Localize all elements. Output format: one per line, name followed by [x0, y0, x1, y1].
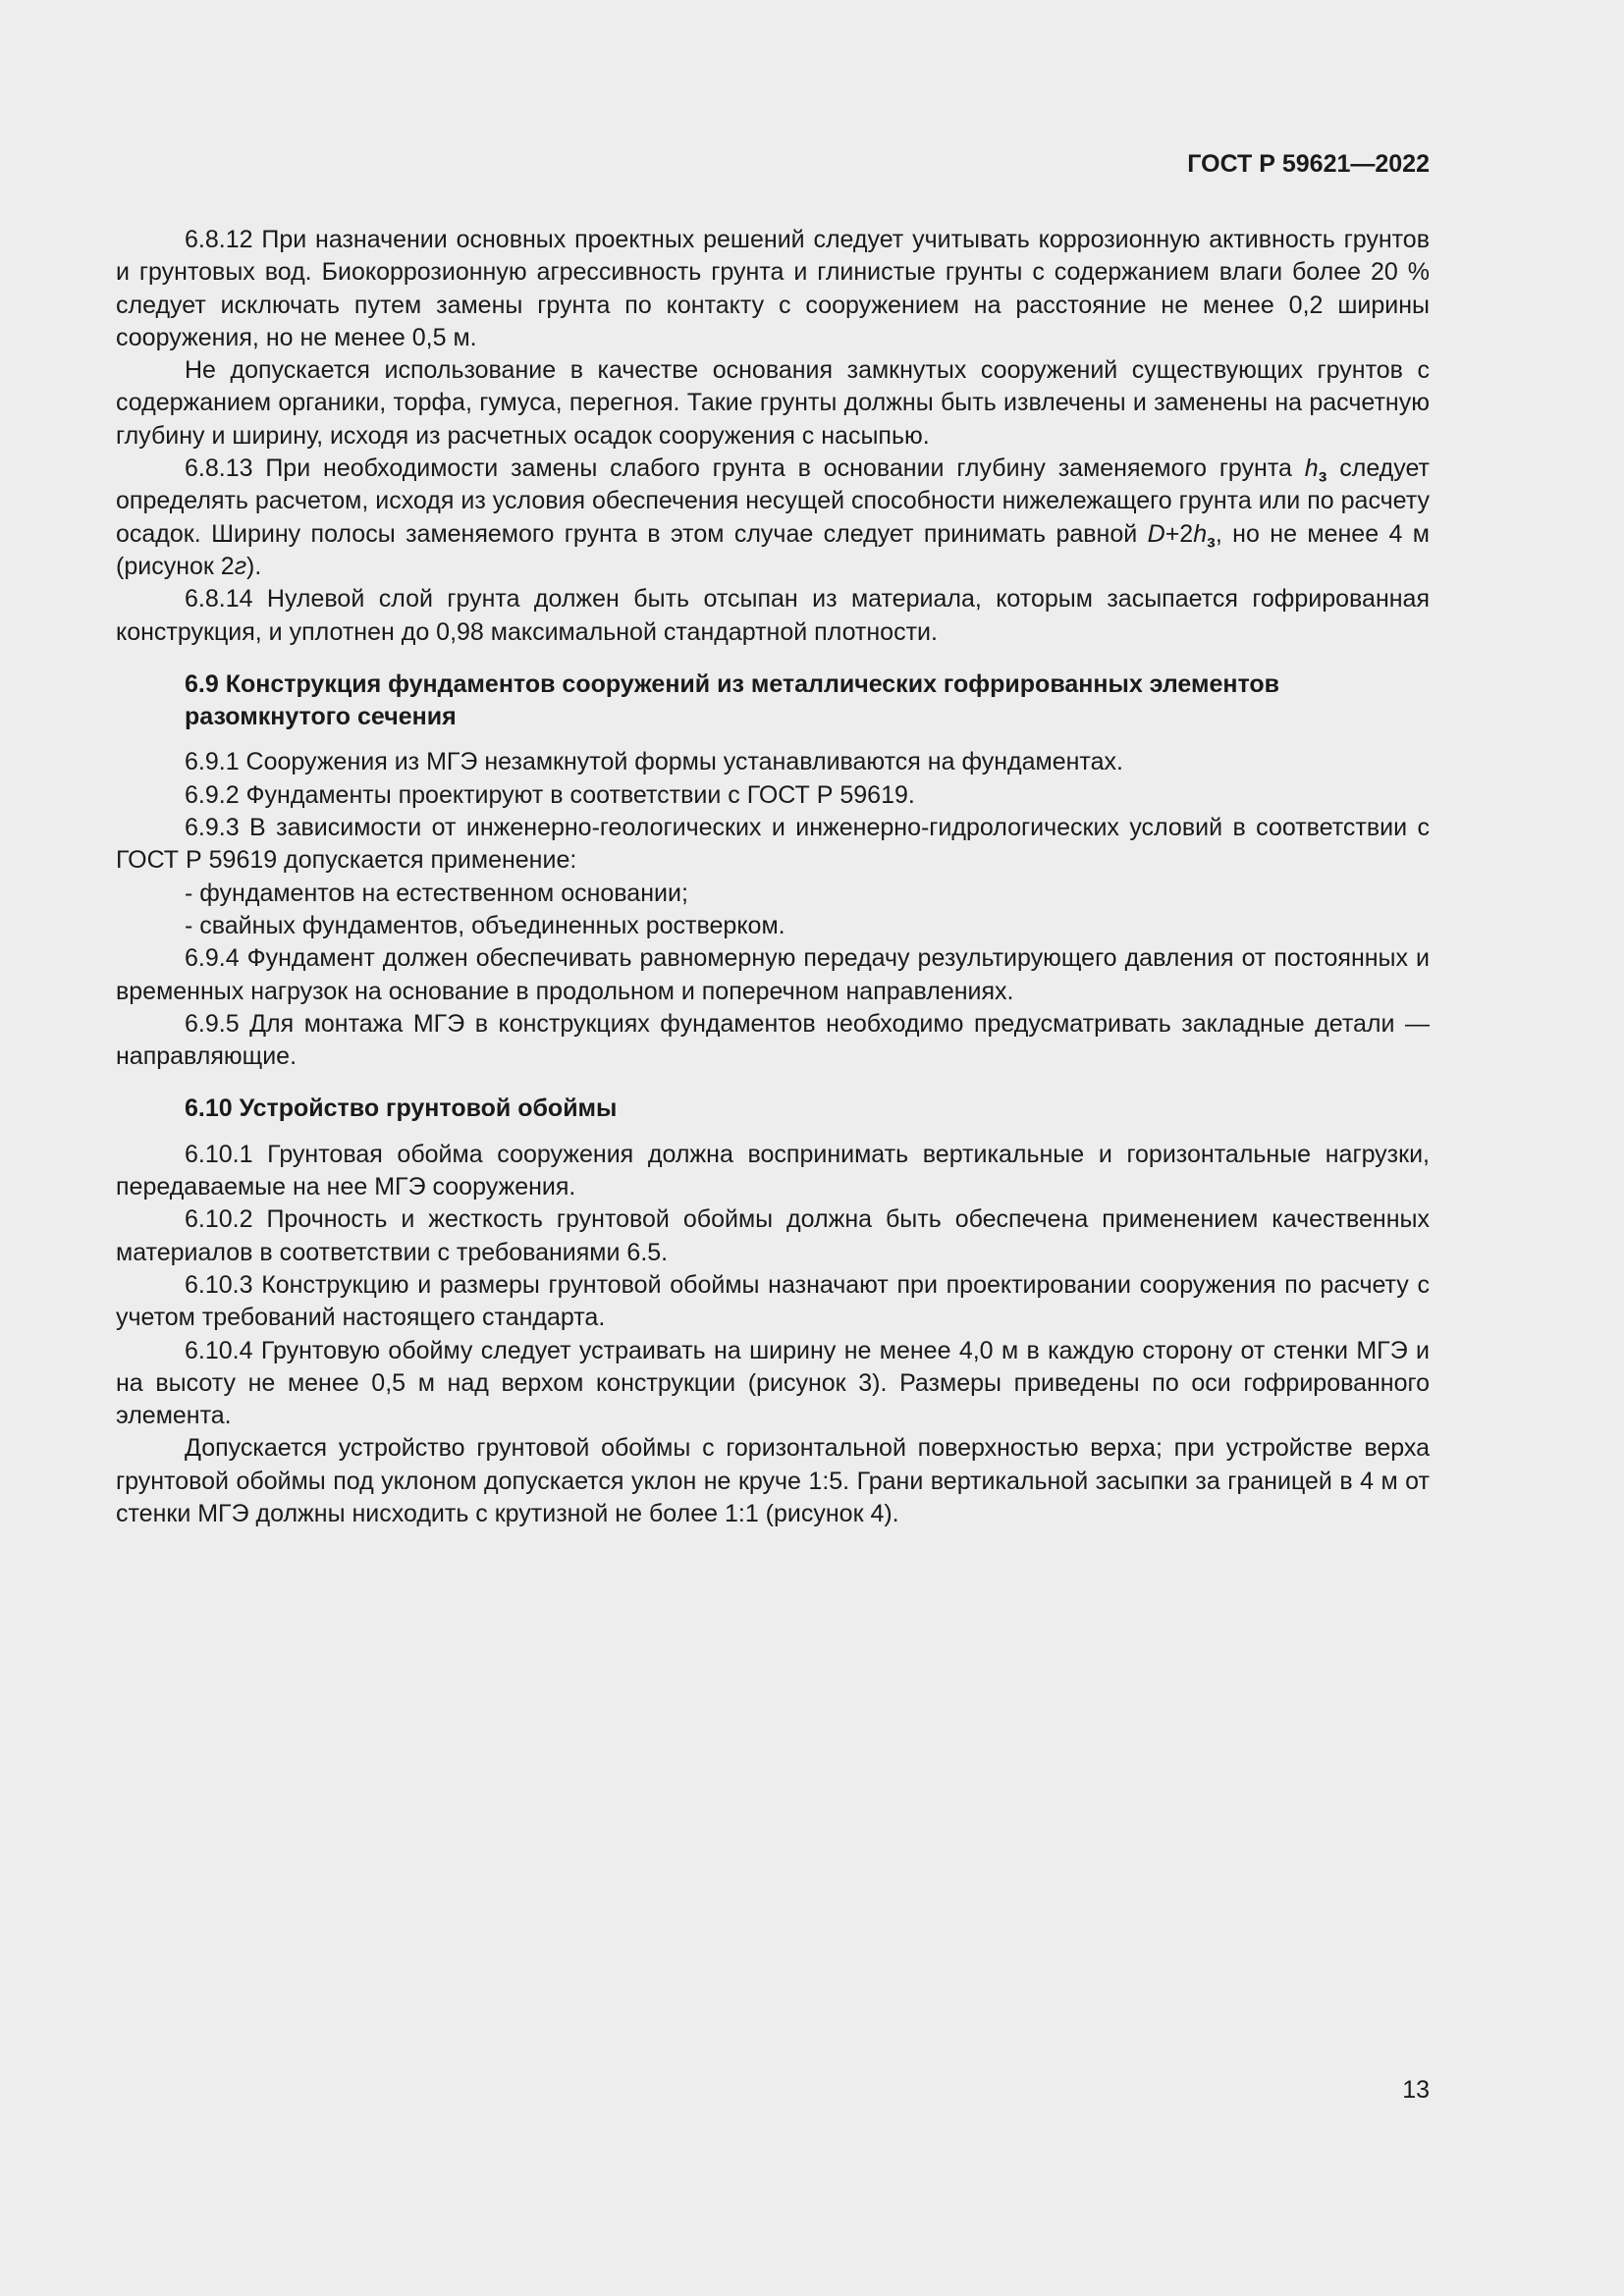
paragraph-6-8-13: 6.8.13 При необходимости замены слабого грунта в основании глубину заменяемого грунта $h_з$ следует определять расчетом, исходя из условия обеспечения несущей способности нижележащего грунта или по расчету осадок. Ширину полосы заменяемого грунта в этом случае следует принимать равной $D+2h_з$, но не менее 4 м (рисунок 2г).: [116, 454, 1430, 580]
page-number: 13: [1402, 2076, 1430, 2104]
paragraph-6-10-4: 6.10.4 Грунтовую обойму следует устраивать на ширину не менее 4,0 м в каждую сторону от стенки МГЭ и на высоту не менее 0,5 м над верхом конструкции (рисунок 3). Размеры приведены по оси гофрированного элемента.: [116, 1336, 1430, 1430]
section-6-8: [116, 224, 1430, 649]
paragraph-6-10-2: 6.10.2 Прочность и жесткость грунтовой обоймы должна быть обеспечена применением качественных материалов в соответствии с требованиями 6.5.: [116, 1205, 1430, 1266]
section-heading-6-10: 6.10 Устройство грунтовой обоймы: [185, 1095, 618, 1123]
symbol-h: h: [1304, 454, 1319, 483]
document-body: [116, 224, 1430, 1530]
paragraph-6-9-5: 6.9.5 Для монтажа МГЭ в конструкциях фундаментов необходимо предусматривать закладные детали — направляющие.: [116, 1009, 1430, 1071]
list-item: - свайных фундаментов, объединенных ростверком.: [185, 911, 785, 939]
section-6-10: [116, 1093, 1430, 1530]
paragraph-6-9-1: 6.9.1 Сооружения из МГЭ незамкнутой формы устанавливаются на фундаментах.: [185, 748, 1123, 776]
subscript-z: з: [1207, 530, 1216, 551]
list-item: - фундаментов на естественном основании;: [185, 879, 688, 907]
document-header: [116, 147, 1430, 181]
paragraph-6-8-14: 6.8.14 Нулевой слой грунта должен быть отсыпан из материала, которым засыпается гофрированная конструкция, и уплотнен до 0,98 максимальной стандартной плотности.: [116, 585, 1430, 646]
paragraph-6-9-2: 6.9.2 Фундаменты проектируют в соответствии с ГОСТ Р 59619.: [185, 780, 915, 809]
section-6-9: [116, 668, 1430, 1074]
symbol-d: D: [1147, 519, 1165, 548]
standard-code: ГОСТ Р 59621—2022: [1187, 150, 1430, 178]
paragraph-6-10-4-continued: Допускается устройство грунтовой обоймы с горизонтальной поверхностью верха; при устройстве верха грунтовой обоймы под уклоном допускается уклон не круче 1:5. Грани вертикальной засыпки за границей в 4 м от стенки МГЭ должны нисходить с крутизной не более 1:1 (рисунок 4).: [116, 1434, 1430, 1527]
paragraph-6-9-4: 6.9.4 Фундамент должен обеспечивать равномерную передачу результирующего давления от постоянных и временных нагрузок на основание в продольном и поперечном направлениях.: [116, 944, 1430, 1005]
section-heading-6-9: 6.9 Конструкция фундаментов сооружений из металлических гофрированных элементов разомкнутого сечения: [185, 669, 1280, 731]
symbol-h: h: [1193, 519, 1208, 548]
figure-letter: г: [234, 552, 247, 580]
paragraph-6-9-3: 6.9.3 В зависимости от инженерно-геологических и инженерно-гидрологических условий в соответствии с ГОСТ Р 59619 допускается применение:: [116, 814, 1430, 875]
paragraph-6-8-12-continued: Не допускается использование в качестве основания замкнутых сооружений существующих грунтов с содержанием органики, торфа, гумуса, перегноя. Такие грунты должны быть извлечены и заменены на расчетную глубину и ширину, исходя из расчетных осадок сооружения с насыпью.: [116, 356, 1430, 450]
paragraph-6-8-12: 6.8.12 При назначении основных проектных решений следует учитывать коррозионную активность грунтов и грунтовых вод. Биокоррозионную агрессивность грунта и глинистые грунты с содержанием влаги более 20 % следует исключать путем замены грунта по контакту с сооружением на расстояние не менее 0,2 ширины сооружения, но не менее 0,5 м.: [116, 226, 1430, 351]
paragraph-6-10-3: 6.10.3 Конструкцию и размеры грунтовой обоймы назначают при проектировании сооружения по расчету с учетом требований настоящего стандарта.: [116, 1270, 1430, 1332]
subscript-z: з: [1318, 465, 1327, 486]
paragraph-6-10-1: 6.10.1 Грунтовая обойма сооружения должна воспринимать вертикальные и горизонтальные нагрузки, передаваемые на нее МГЭ сооружения.: [116, 1140, 1430, 1201]
